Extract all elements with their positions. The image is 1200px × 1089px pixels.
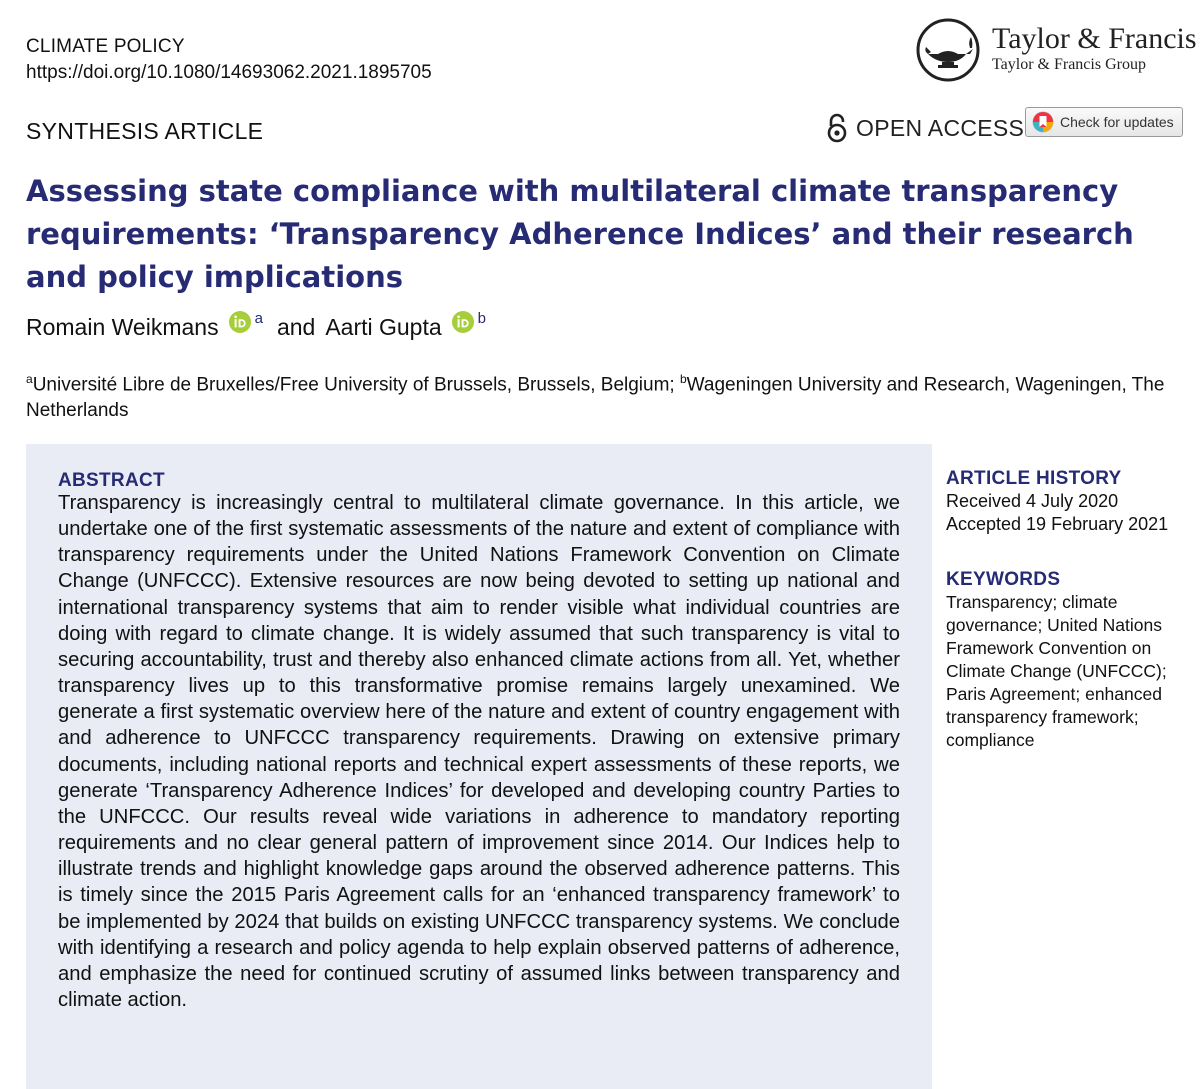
crossmark-icon: [1032, 111, 1054, 133]
check-for-updates-button[interactable]: [1025, 107, 1183, 137]
article-sidebar: [946, 468, 1196, 752]
keywords-block: [946, 569, 1196, 752]
journal-name: CLIMATE POLICY: [26, 36, 185, 57]
doi-link[interactable]: https://doi.org/10.1080/14693062.2021.1895705: [26, 62, 432, 83]
author-list: [26, 310, 486, 341]
open-access-lock-icon: [826, 113, 848, 143]
keywords-list: Transparency; climate governance; United Nations Framework Convention on Climate Change (UNFCCC); Paris Agreement; enhanced transparency framework; compliance: [946, 592, 1167, 750]
keywords-heading: KEYWORDS: [946, 569, 1061, 590]
affiliation-label: b: [679, 372, 687, 386]
affiliation-text: Wageningen University and Research, Wageningen, The Netherlands: [26, 374, 1165, 422]
abstract-box: [26, 444, 932, 1089]
author-affiliation-marker: a: [254, 310, 263, 327]
abstract-text: Transparency is increasingly central to multilateral climate governance. In this article, we undertake one of the first systematic assessments of the nature and extent of compliance with transparency requirements under the United Nations Framework Convention on Climate Change (UNFCCC). Extensive resources are now being devoted to setting up national and international transparency systems that aim to render visible what individual countries are doing with regard to climate change. It is widely assumed that such transparency is vital to securing accountability, trust and thereby also enhanced climate actions from all. Yet, whether transparency lives up to this transformative promise remains largely unexamined. We generate a first systematic overview here of the nature and extent of country engagement with and adherence to UNFCCC transparency requirements. Drawing on extensive primary documents, including national reports and technical expert assessments of these reports, we generate ‘Transparency Adherence Indices’ for developed and developing country Parties to the UNFCCC. Our results reveal wide variations in adherence to mandatory reporting requirements and no clear general pattern of improvement since 2014. Our Indices help to illustrate trends and highlight knowledge gaps around the observed adherence patterns. This is timely since the 2015 Paris Agreement calls for an ‘enhanced transparency framework’ to be implemented by 2024 that builds on existing UNFCCC transparency systems. We conclude with identifying a research and policy agenda to help explain observed patterns of adherence, and emphasize the need for continued scrutiny of assumed links between transparency and climate action.: [58, 492, 900, 1011]
author-joiner: and: [276, 314, 316, 340]
article-type: SYNTHESIS ARTICLE: [26, 118, 264, 144]
oil-lamp-logo-icon: [916, 18, 980, 82]
received-date: Received 4 July 2020: [946, 491, 1119, 511]
publisher-group: Taylor & Francis Group: [992, 56, 1146, 73]
open-access-badge[interactable]: [826, 112, 1024, 144]
author-name[interactable]: Romain Weikmans: [26, 314, 219, 340]
check-for-updates-label: Check for updates: [1060, 114, 1174, 130]
orcid-icon[interactable]: [229, 311, 251, 333]
open-access-label: OPEN ACCESS: [856, 114, 1025, 141]
publisher-name: Taylor & Francis: [992, 22, 1197, 55]
affiliation-label: a: [26, 372, 33, 386]
article-history-heading: ARTICLE HISTORY: [946, 468, 1122, 489]
abstract-heading: ABSTRACT: [58, 470, 165, 491]
affiliations: [26, 366, 1186, 424]
accepted-date: Accepted 19 February 2021: [946, 514, 1169, 534]
article-title: Assessing state compliance with multilateral climate transparency requirements: ‘Transparency Adherence Indices’ and their research and policy implications: [26, 174, 1134, 294]
orcid-icon[interactable]: [452, 311, 474, 333]
publisher-branding[interactable]: [916, 18, 1197, 84]
author-affiliation-marker: b: [477, 310, 486, 327]
author-name[interactable]: Aarti Gupta: [325, 314, 442, 340]
affiliation-text: Université Libre de Bruxelles/Free University of Brussels, Brussels, Belgium;: [32, 374, 680, 396]
